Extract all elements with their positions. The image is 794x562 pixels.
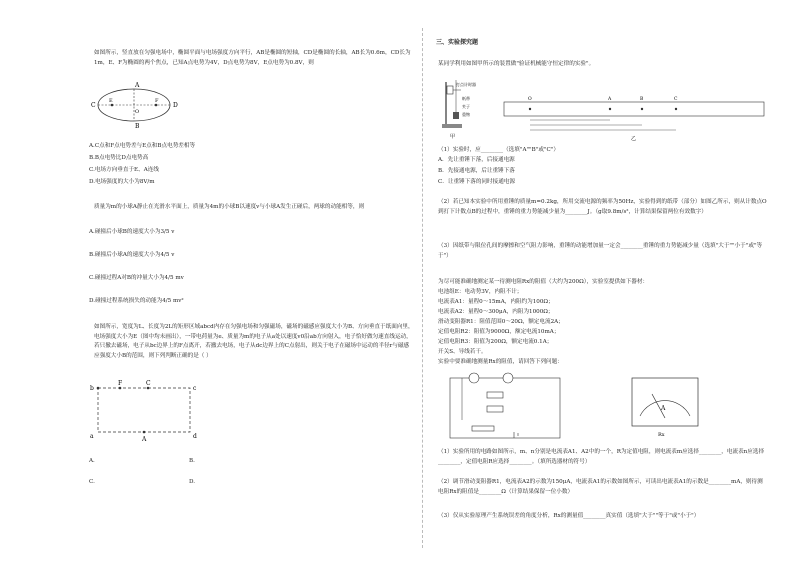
tape-label: 纸带 (462, 96, 470, 101)
q3-option-b: B. (189, 458, 195, 464)
q2-option-c: C.碰撞过程A对B的冲量大小为4/5 mv (89, 275, 184, 281)
ellipse-figure (90, 80, 180, 130)
experiment-intro: 某同学利用如图甲所示的装置做"验证机械能守恒定律的实验"。 (438, 61, 595, 67)
equipment-item: 定值电阻R2：阻值为9000Ω，额定电流10mA； (438, 329, 560, 335)
exp1-q3: （3）因纸带与限位孔间的摩擦和空气阻力影响，重锤的动能增加量一定会________重锤的重力势能减少量（选填"大于""小于"或"等于"） (438, 243, 763, 259)
label-e: E (109, 98, 113, 104)
exp1-q1-option-c: C．让重锤下落的同时接通电源 (438, 179, 515, 185)
tape-point-c: C (674, 97, 678, 102)
q3-option-d: D. (189, 479, 196, 485)
rx-label: Rx (658, 432, 665, 438)
figure-label-left: 甲 (450, 134, 456, 140)
exp2-q3: （3）仅从实验原理产生系统误差的角度分析，Rx的测量值________真实值（选填"大于""等于"或"小于"） (438, 513, 700, 519)
q2-option-b: B.碰撞后小球A的速度大小为4/5 v (89, 252, 175, 258)
label-a-point: A (142, 436, 147, 442)
circuit-figure (442, 370, 752, 444)
equipment-item: 电流表A2：量程0～300μA，内阻为1000Ω； (438, 309, 554, 315)
exp2-q2: （2）调节滑动变阻器R1，电流表A2的示数为150μA，电流表A1的示数如图所示，可读出电流表A1的示数是________mA，则待测电阻Rx的阻值是________Ω（计算结果保留一位小数） (438, 479, 763, 495)
q2-option-d: D.碰撞过程系统损失的动能为4/5 mv² (89, 298, 184, 304)
exp1-q1-option-a: A．先让重锤下落，后接通电源 (438, 157, 515, 163)
equipment-item: 定值电阻R3：阻值为200Ω，额定电流0.1A； (438, 339, 553, 345)
tape-point-a: A (608, 97, 612, 102)
left-column (86, 0, 416, 562)
exp2-q1: （1）实验所用的电路如图所示，m、n分别是电流表A1、A2中的一个，R为定值电阻，则电流表m应选择________，电流表n应选择________，定值电阻R应选择________。（填所选器材的符号） (438, 449, 765, 465)
exp2-intro: 为尽可能准确地测定某一待测电阻Rx的阻值（大约为200Ω），实验室提供如下器材： (438, 279, 649, 285)
clip-label: 夹子 (462, 104, 470, 109)
label-c: C (91, 102, 96, 109)
figure-label-right: 乙 (631, 136, 637, 142)
q1-option-d: D.电场强度的大小为8V/m (89, 179, 155, 185)
label-c-point: C (146, 380, 151, 387)
q1-option-b: B.B点电势比D点电势高 (89, 155, 149, 161)
label-b-corner: b (90, 385, 94, 392)
meter-label: A (661, 405, 666, 412)
tape-point-o: O (528, 97, 532, 102)
equipment-item: 滑动变阻器R1：阻值范围0～20Ω，额定电流2A； (438, 319, 564, 325)
q3-option-c: C. (89, 479, 95, 485)
exp1-q1: （1）实验时，应________（选填"A""B"或"C"） (438, 147, 559, 153)
q2-option-a: A.碰撞后小球B的速度大小为3/5 v (89, 229, 175, 235)
experiment-apparatus-figure (436, 72, 766, 142)
q1-option-c: C.电场方向垂直于E、A连线 (89, 167, 159, 173)
tape-point-b: B (640, 97, 644, 102)
label-c-corner: c (193, 385, 197, 392)
label-b: B (135, 123, 140, 130)
exp1-q2: （2）若已知本实验中所用重锤的质量m=0.2kg，所用交流电源的频率为50Hz，实验得到的纸带（部分）如图乙所示，则从计数点O到打下计数点B的过程中，重锤的重力势能减少量为________J。（g取9.8m/s²，计算结果保留两位有效数字） (438, 199, 767, 215)
circuit-intro: 实验中要准确地测量Rx的阻值，请回答下列问题： (438, 359, 563, 365)
rectangle-field-figure (90, 380, 200, 442)
right-column (428, 0, 773, 562)
column-divider (422, 28, 423, 548)
q1-stem: 如图所示，竖直放在匀强电场中，椭圆平面与电场强度方向平行，AB是椭圆的短轴，CD是椭圆的长轴，AB长为0.6m，CD长为1m，E、F为椭圆的两个焦点，已知A点电势为4V，D点电势为8V，E点电势为0.8V，则 (94, 50, 411, 66)
timer-label: 打点计时器 (456, 82, 476, 87)
label-o: O (135, 109, 140, 115)
exp1-q1-option-b: B．先接通电源，后让重锤下落 (438, 168, 515, 174)
q2-stem: 质量为m的小球A静止在光滑水平面上，质量为4m的小球B以速度v与小球A发生正碰后，两球的动能相等，则 (94, 204, 365, 210)
equipment-item: 电池组E：电动势3V，内阻不计； (438, 289, 523, 295)
weight-label: 重物 (462, 112, 470, 117)
label-d: D (173, 102, 178, 109)
label-f: F (155, 98, 159, 104)
equipment-item: 开关S、导线若干。 (438, 349, 487, 355)
equipment-item: 电流表A1：量程0～15mA，内阻约为100Ω； (438, 299, 554, 305)
section-title: 三、实验探究题 (436, 39, 479, 46)
q3-option-a: A. (89, 458, 95, 464)
q3-stem: 如图所示，宽度为L、长度为2L的矩形区域abcd内存在匀强电场和匀强磁场，磁场的磁感应强度大小为B、方向垂直于纸面向里，电场强度大小为E（图中均未画出），一带电荷量为e、质量为m的电子从a处以速度v0沿ab方向射入，电子恰好做匀速直线运动，若只撤去磁场，电子从bc边界上的F点离开，若撤去电场，电子从dc边界上的C点射出，则关于电子在磁场中运动的半径r与磁感应强度大小B的范围，则下列判断正确的是（ ） (94, 324, 414, 359)
label-f-point: F (118, 380, 123, 387)
q1-option-a: A.C点和F点电势差与E点和B点电势差相等 (89, 143, 196, 149)
label-a: A (135, 82, 140, 89)
label-a-corner: a (90, 433, 94, 440)
label-d-corner: d (193, 433, 197, 440)
